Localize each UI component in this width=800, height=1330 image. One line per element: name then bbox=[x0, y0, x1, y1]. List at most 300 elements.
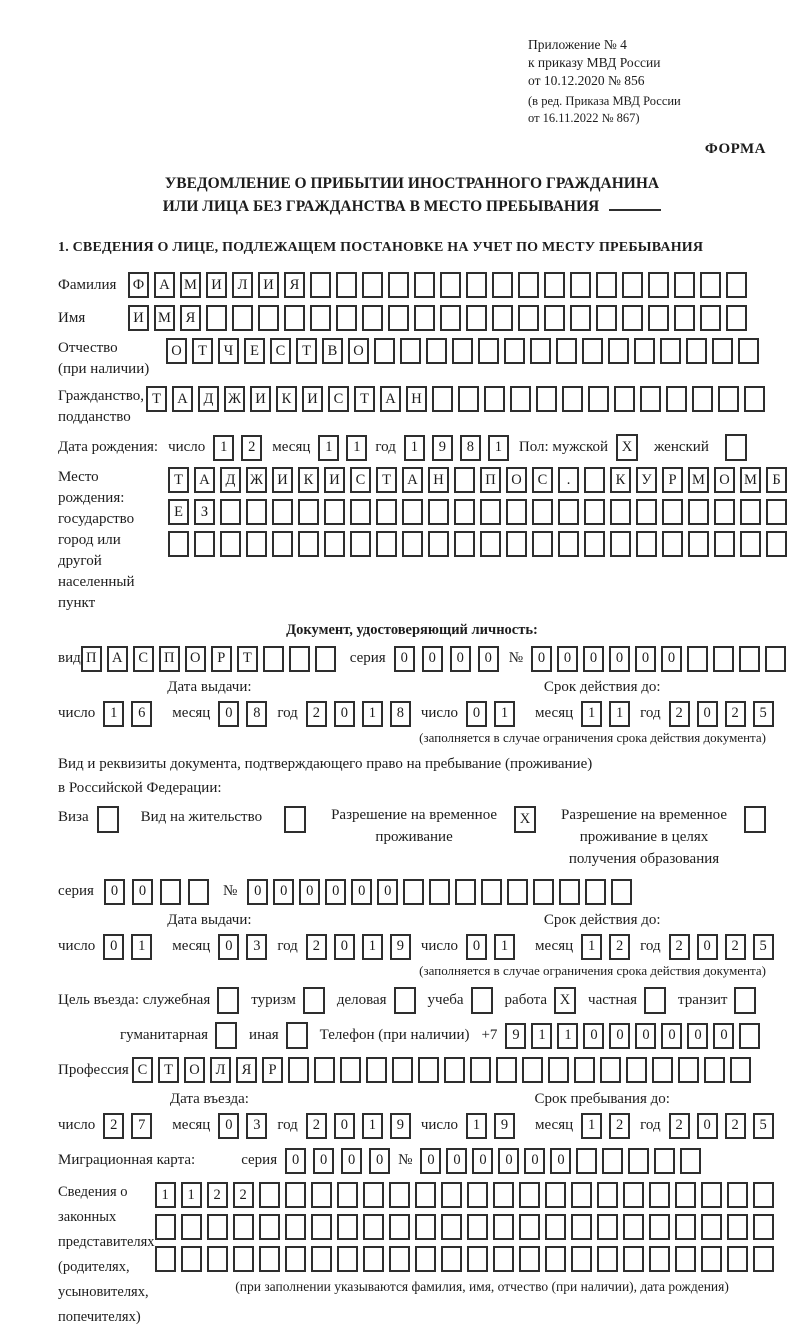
char-cell[interactable]: 1 bbox=[103, 701, 124, 727]
char-cell[interactable] bbox=[206, 305, 227, 331]
char-cell[interactable]: 0 bbox=[661, 646, 682, 672]
char-cell[interactable] bbox=[623, 1182, 644, 1208]
char-cell[interactable]: 0 bbox=[218, 701, 239, 727]
char-cell[interactable]: И bbox=[302, 386, 323, 412]
char-cell[interactable] bbox=[640, 386, 661, 412]
char-cell[interactable] bbox=[337, 1182, 358, 1208]
char-cell[interactable] bbox=[415, 1246, 436, 1272]
char-cell[interactable] bbox=[530, 338, 551, 364]
char-cell[interactable] bbox=[700, 272, 721, 298]
char-cell[interactable] bbox=[688, 499, 709, 525]
char-cell[interactable] bbox=[220, 499, 241, 525]
char-cell[interactable]: П bbox=[159, 646, 180, 672]
char-cell[interactable] bbox=[480, 499, 501, 525]
char-cell[interactable]: 2 bbox=[103, 1113, 124, 1139]
char-cell[interactable]: К bbox=[298, 467, 319, 493]
char-cell[interactable]: Я bbox=[284, 272, 305, 298]
char-cell[interactable] bbox=[688, 531, 709, 557]
char-cell[interactable] bbox=[366, 1057, 387, 1083]
char-cell[interactable] bbox=[504, 338, 525, 364]
char-cell[interactable]: И bbox=[258, 272, 279, 298]
char-cell[interactable]: А bbox=[402, 467, 423, 493]
char-cell[interactable] bbox=[740, 499, 761, 525]
char-cell[interactable] bbox=[376, 531, 397, 557]
char-cell[interactable] bbox=[533, 879, 554, 905]
char-cell[interactable]: О bbox=[348, 338, 369, 364]
char-cell[interactable]: 0 bbox=[550, 1148, 571, 1174]
char-cell[interactable] bbox=[376, 499, 397, 525]
char-cell[interactable]: О bbox=[506, 467, 527, 493]
char-cell[interactable]: Л bbox=[232, 272, 253, 298]
char-cell[interactable]: 1 bbox=[557, 1023, 578, 1049]
char-cell[interactable] bbox=[726, 272, 747, 298]
char-cell[interactable] bbox=[662, 531, 683, 557]
char-cell[interactable]: 0 bbox=[273, 879, 294, 905]
char-cell[interactable]: 0 bbox=[377, 879, 398, 905]
char-cell[interactable]: 2 bbox=[669, 1113, 690, 1139]
char-cell[interactable] bbox=[467, 1214, 488, 1240]
char-cell[interactable] bbox=[454, 467, 475, 493]
char-cell[interactable]: Т bbox=[376, 467, 397, 493]
char-cell[interactable]: Ж bbox=[224, 386, 245, 412]
char-cell[interactable] bbox=[232, 305, 253, 331]
char-cell[interactable]: 1 bbox=[404, 435, 425, 461]
char-cell[interactable]: 0 bbox=[583, 646, 604, 672]
char-cell[interactable] bbox=[753, 1182, 774, 1208]
char-cell[interactable] bbox=[636, 499, 657, 525]
char-cell[interactable] bbox=[181, 1246, 202, 1272]
char-cell[interactable]: Е bbox=[244, 338, 265, 364]
char-cell[interactable]: 1 bbox=[362, 701, 383, 727]
char-cell[interactable] bbox=[519, 1246, 540, 1272]
char-cell[interactable] bbox=[652, 1057, 673, 1083]
char-cell[interactable] bbox=[714, 499, 735, 525]
char-cell[interactable]: 1 bbox=[581, 934, 602, 960]
char-cell[interactable] bbox=[441, 1246, 462, 1272]
char-cell[interactable] bbox=[455, 879, 476, 905]
char-cell[interactable]: З bbox=[194, 499, 215, 525]
char-cell[interactable] bbox=[314, 1057, 335, 1083]
char-cell[interactable]: 2 bbox=[306, 1113, 327, 1139]
char-cell[interactable] bbox=[311, 1214, 332, 1240]
char-cell[interactable] bbox=[740, 531, 761, 557]
char-cell[interactable] bbox=[481, 879, 502, 905]
char-cell[interactable] bbox=[522, 1057, 543, 1083]
char-cell[interactable] bbox=[570, 272, 591, 298]
char-cell[interactable]: Ф bbox=[128, 272, 149, 298]
char-cell[interactable] bbox=[493, 1246, 514, 1272]
char-cell[interactable]: И bbox=[272, 467, 293, 493]
char-cell[interactable] bbox=[432, 386, 453, 412]
char-cell[interactable]: И bbox=[206, 272, 227, 298]
char-cell[interactable] bbox=[626, 1057, 647, 1083]
char-cell[interactable] bbox=[207, 1214, 228, 1240]
char-cell[interactable] bbox=[600, 1057, 621, 1083]
char-cell[interactable] bbox=[181, 1214, 202, 1240]
char-cell[interactable] bbox=[649, 1182, 670, 1208]
char-cell[interactable] bbox=[220, 531, 241, 557]
char-cell[interactable] bbox=[614, 386, 635, 412]
char-cell[interactable] bbox=[584, 467, 605, 493]
char-cell[interactable]: Д bbox=[198, 386, 219, 412]
char-cell[interactable] bbox=[444, 1057, 465, 1083]
char-cell[interactable]: 0 bbox=[132, 879, 153, 905]
purpose-study-checkbox[interactable] bbox=[471, 987, 493, 1014]
char-cell[interactable] bbox=[258, 305, 279, 331]
char-cell[interactable]: 0 bbox=[687, 1023, 708, 1049]
char-cell[interactable] bbox=[414, 272, 435, 298]
char-cell[interactable] bbox=[310, 272, 331, 298]
char-cell[interactable] bbox=[263, 646, 284, 672]
char-cell[interactable] bbox=[544, 305, 565, 331]
char-cell[interactable] bbox=[492, 272, 513, 298]
char-cell[interactable] bbox=[739, 1023, 760, 1049]
char-cell[interactable] bbox=[687, 646, 708, 672]
char-cell[interactable]: 1 bbox=[362, 934, 383, 960]
char-cell[interactable]: 2 bbox=[669, 934, 690, 960]
char-cell[interactable]: 0 bbox=[104, 879, 125, 905]
char-cell[interactable] bbox=[418, 1057, 439, 1083]
char-cell[interactable]: 0 bbox=[609, 646, 630, 672]
char-cell[interactable] bbox=[389, 1246, 410, 1272]
char-cell[interactable]: М bbox=[154, 305, 175, 331]
char-cell[interactable] bbox=[649, 1246, 670, 1272]
char-cell[interactable]: 1 bbox=[131, 934, 152, 960]
char-cell[interactable]: 8 bbox=[460, 435, 481, 461]
char-cell[interactable]: А bbox=[194, 467, 215, 493]
char-cell[interactable] bbox=[548, 1057, 569, 1083]
purpose-business-checkbox[interactable] bbox=[394, 987, 416, 1014]
char-cell[interactable] bbox=[532, 499, 553, 525]
char-cell[interactable]: А bbox=[154, 272, 175, 298]
char-cell[interactable]: 9 bbox=[390, 1113, 411, 1139]
char-cell[interactable] bbox=[654, 1148, 675, 1174]
purpose-private-checkbox[interactable] bbox=[644, 987, 666, 1014]
char-cell[interactable] bbox=[452, 338, 473, 364]
char-cell[interactable]: 0 bbox=[557, 646, 578, 672]
char-cell[interactable]: 2 bbox=[669, 701, 690, 727]
char-cell[interactable] bbox=[194, 531, 215, 557]
char-cell[interactable]: 0 bbox=[635, 1023, 656, 1049]
char-cell[interactable] bbox=[558, 499, 579, 525]
char-cell[interactable] bbox=[602, 1148, 623, 1174]
char-cell[interactable] bbox=[492, 305, 513, 331]
char-cell[interactable] bbox=[285, 1182, 306, 1208]
char-cell[interactable]: 0 bbox=[422, 646, 443, 672]
char-cell[interactable]: Т bbox=[296, 338, 317, 364]
char-cell[interactable] bbox=[713, 646, 734, 672]
char-cell[interactable]: 0 bbox=[697, 1113, 718, 1139]
char-cell[interactable]: 0 bbox=[661, 1023, 682, 1049]
char-cell[interactable]: В bbox=[322, 338, 343, 364]
char-cell[interactable] bbox=[536, 386, 557, 412]
char-cell[interactable] bbox=[466, 305, 487, 331]
char-cell[interactable] bbox=[458, 386, 479, 412]
char-cell[interactable]: М bbox=[688, 467, 709, 493]
char-cell[interactable]: Я bbox=[180, 305, 201, 331]
char-cell[interactable]: К bbox=[276, 386, 297, 412]
char-cell[interactable]: 0 bbox=[420, 1148, 441, 1174]
char-cell[interactable]: 3 bbox=[246, 934, 267, 960]
char-cell[interactable]: 0 bbox=[285, 1148, 306, 1174]
char-cell[interactable] bbox=[675, 1182, 696, 1208]
char-cell[interactable] bbox=[311, 1246, 332, 1272]
char-cell[interactable] bbox=[363, 1182, 384, 1208]
char-cell[interactable] bbox=[233, 1246, 254, 1272]
char-cell[interactable] bbox=[571, 1214, 592, 1240]
char-cell[interactable] bbox=[518, 272, 539, 298]
char-cell[interactable]: 1 bbox=[318, 435, 339, 461]
char-cell[interactable] bbox=[272, 499, 293, 525]
char-cell[interactable] bbox=[336, 305, 357, 331]
char-cell[interactable] bbox=[701, 1246, 722, 1272]
char-cell[interactable] bbox=[727, 1182, 748, 1208]
char-cell[interactable]: Т bbox=[168, 467, 189, 493]
char-cell[interactable] bbox=[634, 338, 655, 364]
char-cell[interactable]: М bbox=[740, 467, 761, 493]
char-cell[interactable]: Т bbox=[237, 646, 258, 672]
char-cell[interactable] bbox=[584, 499, 605, 525]
char-cell[interactable]: Н bbox=[406, 386, 427, 412]
char-cell[interactable] bbox=[680, 1148, 701, 1174]
char-cell[interactable] bbox=[233, 1214, 254, 1240]
char-cell[interactable] bbox=[562, 386, 583, 412]
temp-residence-edu-checkbox[interactable] bbox=[744, 806, 766, 833]
char-cell[interactable] bbox=[285, 1246, 306, 1272]
char-cell[interactable]: 9 bbox=[505, 1023, 526, 1049]
char-cell[interactable] bbox=[362, 305, 383, 331]
char-cell[interactable] bbox=[648, 305, 669, 331]
char-cell[interactable] bbox=[571, 1246, 592, 1272]
char-cell[interactable] bbox=[678, 1057, 699, 1083]
char-cell[interactable]: 2 bbox=[725, 1113, 746, 1139]
char-cell[interactable] bbox=[622, 305, 643, 331]
char-cell[interactable] bbox=[400, 338, 421, 364]
char-cell[interactable] bbox=[666, 386, 687, 412]
sex-female-checkbox[interactable] bbox=[725, 434, 747, 461]
char-cell[interactable]: 1 bbox=[581, 701, 602, 727]
char-cell[interactable] bbox=[350, 499, 371, 525]
char-cell[interactable] bbox=[454, 499, 475, 525]
char-cell[interactable] bbox=[288, 1057, 309, 1083]
char-cell[interactable] bbox=[389, 1214, 410, 1240]
char-cell[interactable] bbox=[660, 338, 681, 364]
char-cell[interactable] bbox=[545, 1182, 566, 1208]
char-cell[interactable] bbox=[414, 305, 435, 331]
char-cell[interactable]: Д bbox=[220, 467, 241, 493]
char-cell[interactable] bbox=[428, 499, 449, 525]
char-cell[interactable] bbox=[440, 305, 461, 331]
char-cell[interactable] bbox=[298, 531, 319, 557]
char-cell[interactable]: Н bbox=[428, 467, 449, 493]
char-cell[interactable]: 1 bbox=[488, 435, 509, 461]
char-cell[interactable]: 8 bbox=[246, 701, 267, 727]
char-cell[interactable] bbox=[712, 338, 733, 364]
purpose-work-checkbox[interactable]: X bbox=[554, 987, 576, 1014]
char-cell[interactable] bbox=[718, 386, 739, 412]
char-cell[interactable] bbox=[246, 499, 267, 525]
char-cell[interactable]: 2 bbox=[609, 934, 630, 960]
char-cell[interactable] bbox=[585, 879, 606, 905]
char-cell[interactable]: 9 bbox=[432, 435, 453, 461]
char-cell[interactable]: С bbox=[350, 467, 371, 493]
char-cell[interactable]: 0 bbox=[369, 1148, 390, 1174]
char-cell[interactable]: 5 bbox=[753, 1113, 774, 1139]
char-cell[interactable]: 2 bbox=[207, 1182, 228, 1208]
char-cell[interactable]: 2 bbox=[241, 435, 262, 461]
char-cell[interactable]: Ч bbox=[218, 338, 239, 364]
char-cell[interactable] bbox=[519, 1214, 540, 1240]
char-cell[interactable] bbox=[467, 1182, 488, 1208]
char-cell[interactable] bbox=[545, 1246, 566, 1272]
char-cell[interactable] bbox=[544, 272, 565, 298]
char-cell[interactable]: 9 bbox=[390, 934, 411, 960]
char-cell[interactable] bbox=[259, 1246, 280, 1272]
char-cell[interactable] bbox=[675, 1214, 696, 1240]
char-cell[interactable]: . bbox=[558, 467, 579, 493]
char-cell[interactable]: Т bbox=[146, 386, 167, 412]
sex-male-checkbox[interactable]: X bbox=[616, 434, 638, 461]
char-cell[interactable] bbox=[493, 1182, 514, 1208]
char-cell[interactable]: 0 bbox=[609, 1023, 630, 1049]
char-cell[interactable] bbox=[727, 1246, 748, 1272]
char-cell[interactable]: 0 bbox=[247, 879, 268, 905]
char-cell[interactable] bbox=[311, 1182, 332, 1208]
char-cell[interactable]: И bbox=[128, 305, 149, 331]
char-cell[interactable]: 5 bbox=[753, 934, 774, 960]
char-cell[interactable] bbox=[662, 499, 683, 525]
char-cell[interactable]: 0 bbox=[531, 646, 552, 672]
char-cell[interactable]: 1 bbox=[531, 1023, 552, 1049]
char-cell[interactable] bbox=[701, 1182, 722, 1208]
char-cell[interactable]: 0 bbox=[472, 1148, 493, 1174]
char-cell[interactable] bbox=[506, 531, 527, 557]
char-cell[interactable]: С bbox=[532, 467, 553, 493]
char-cell[interactable]: С bbox=[328, 386, 349, 412]
char-cell[interactable] bbox=[362, 272, 383, 298]
char-cell[interactable] bbox=[597, 1214, 618, 1240]
char-cell[interactable] bbox=[611, 879, 632, 905]
char-cell[interactable] bbox=[738, 338, 759, 364]
char-cell[interactable]: Р bbox=[662, 467, 683, 493]
char-cell[interactable] bbox=[700, 305, 721, 331]
char-cell[interactable] bbox=[315, 646, 336, 672]
char-cell[interactable] bbox=[766, 531, 787, 557]
char-cell[interactable]: 1 bbox=[213, 435, 234, 461]
char-cell[interactable] bbox=[470, 1057, 491, 1083]
char-cell[interactable]: 0 bbox=[218, 934, 239, 960]
char-cell[interactable] bbox=[466, 272, 487, 298]
char-cell[interactable] bbox=[727, 1214, 748, 1240]
char-cell[interactable] bbox=[336, 272, 357, 298]
char-cell[interactable] bbox=[441, 1214, 462, 1240]
char-cell[interactable] bbox=[596, 305, 617, 331]
char-cell[interactable]: 0 bbox=[524, 1148, 545, 1174]
char-cell[interactable]: 0 bbox=[635, 646, 656, 672]
char-cell[interactable] bbox=[324, 531, 345, 557]
char-cell[interactable] bbox=[188, 879, 209, 905]
char-cell[interactable] bbox=[584, 531, 605, 557]
char-cell[interactable]: 0 bbox=[466, 934, 487, 960]
char-cell[interactable] bbox=[389, 1182, 410, 1208]
char-cell[interactable] bbox=[428, 531, 449, 557]
char-cell[interactable] bbox=[467, 1246, 488, 1272]
char-cell[interactable] bbox=[337, 1214, 358, 1240]
char-cell[interactable] bbox=[496, 1057, 517, 1083]
char-cell[interactable] bbox=[337, 1246, 358, 1272]
purpose-humanitarian-checkbox[interactable] bbox=[215, 1022, 237, 1049]
char-cell[interactable]: Т bbox=[158, 1057, 179, 1083]
char-cell[interactable] bbox=[350, 531, 371, 557]
char-cell[interactable]: 0 bbox=[351, 879, 372, 905]
char-cell[interactable]: 1 bbox=[494, 701, 515, 727]
char-cell[interactable] bbox=[374, 338, 395, 364]
char-cell[interactable] bbox=[403, 879, 424, 905]
char-cell[interactable]: 0 bbox=[697, 934, 718, 960]
char-cell[interactable]: 2 bbox=[233, 1182, 254, 1208]
char-cell[interactable] bbox=[484, 386, 505, 412]
char-cell[interactable]: Т bbox=[354, 386, 375, 412]
char-cell[interactable] bbox=[207, 1246, 228, 1272]
char-cell[interactable] bbox=[623, 1246, 644, 1272]
char-cell[interactable] bbox=[160, 879, 181, 905]
char-cell[interactable]: 0 bbox=[478, 646, 499, 672]
char-cell[interactable] bbox=[765, 646, 786, 672]
char-cell[interactable] bbox=[675, 1246, 696, 1272]
char-cell[interactable] bbox=[623, 1214, 644, 1240]
char-cell[interactable]: 0 bbox=[446, 1148, 467, 1174]
char-cell[interactable]: 1 bbox=[466, 1113, 487, 1139]
char-cell[interactable] bbox=[272, 531, 293, 557]
char-cell[interactable] bbox=[753, 1246, 774, 1272]
char-cell[interactable]: Б bbox=[766, 467, 787, 493]
char-cell[interactable] bbox=[298, 499, 319, 525]
char-cell[interactable] bbox=[363, 1246, 384, 1272]
char-cell[interactable]: М bbox=[180, 272, 201, 298]
char-cell[interactable] bbox=[570, 305, 591, 331]
char-cell[interactable] bbox=[608, 338, 629, 364]
char-cell[interactable]: Р bbox=[262, 1057, 283, 1083]
char-cell[interactable] bbox=[402, 499, 423, 525]
char-cell[interactable]: 1 bbox=[155, 1182, 176, 1208]
purpose-transit-checkbox[interactable] bbox=[734, 987, 756, 1014]
char-cell[interactable] bbox=[649, 1214, 670, 1240]
char-cell[interactable] bbox=[701, 1214, 722, 1240]
char-cell[interactable]: 0 bbox=[583, 1023, 604, 1049]
char-cell[interactable] bbox=[622, 272, 643, 298]
char-cell[interactable] bbox=[388, 272, 409, 298]
char-cell[interactable] bbox=[576, 1148, 597, 1174]
char-cell[interactable]: С bbox=[270, 338, 291, 364]
char-cell[interactable] bbox=[388, 305, 409, 331]
char-cell[interactable] bbox=[392, 1057, 413, 1083]
char-cell[interactable] bbox=[284, 305, 305, 331]
char-cell[interactable] bbox=[289, 646, 310, 672]
char-cell[interactable]: 2 bbox=[306, 934, 327, 960]
char-cell[interactable]: 2 bbox=[609, 1113, 630, 1139]
char-cell[interactable] bbox=[588, 386, 609, 412]
char-cell[interactable]: 0 bbox=[498, 1148, 519, 1174]
char-cell[interactable] bbox=[692, 386, 713, 412]
char-cell[interactable]: А bbox=[107, 646, 128, 672]
char-cell[interactable] bbox=[259, 1182, 280, 1208]
char-cell[interactable]: 0 bbox=[394, 646, 415, 672]
char-cell[interactable] bbox=[507, 879, 528, 905]
char-cell[interactable] bbox=[686, 338, 707, 364]
char-cell[interactable]: И bbox=[324, 467, 345, 493]
char-cell[interactable] bbox=[518, 305, 539, 331]
char-cell[interactable] bbox=[285, 1214, 306, 1240]
